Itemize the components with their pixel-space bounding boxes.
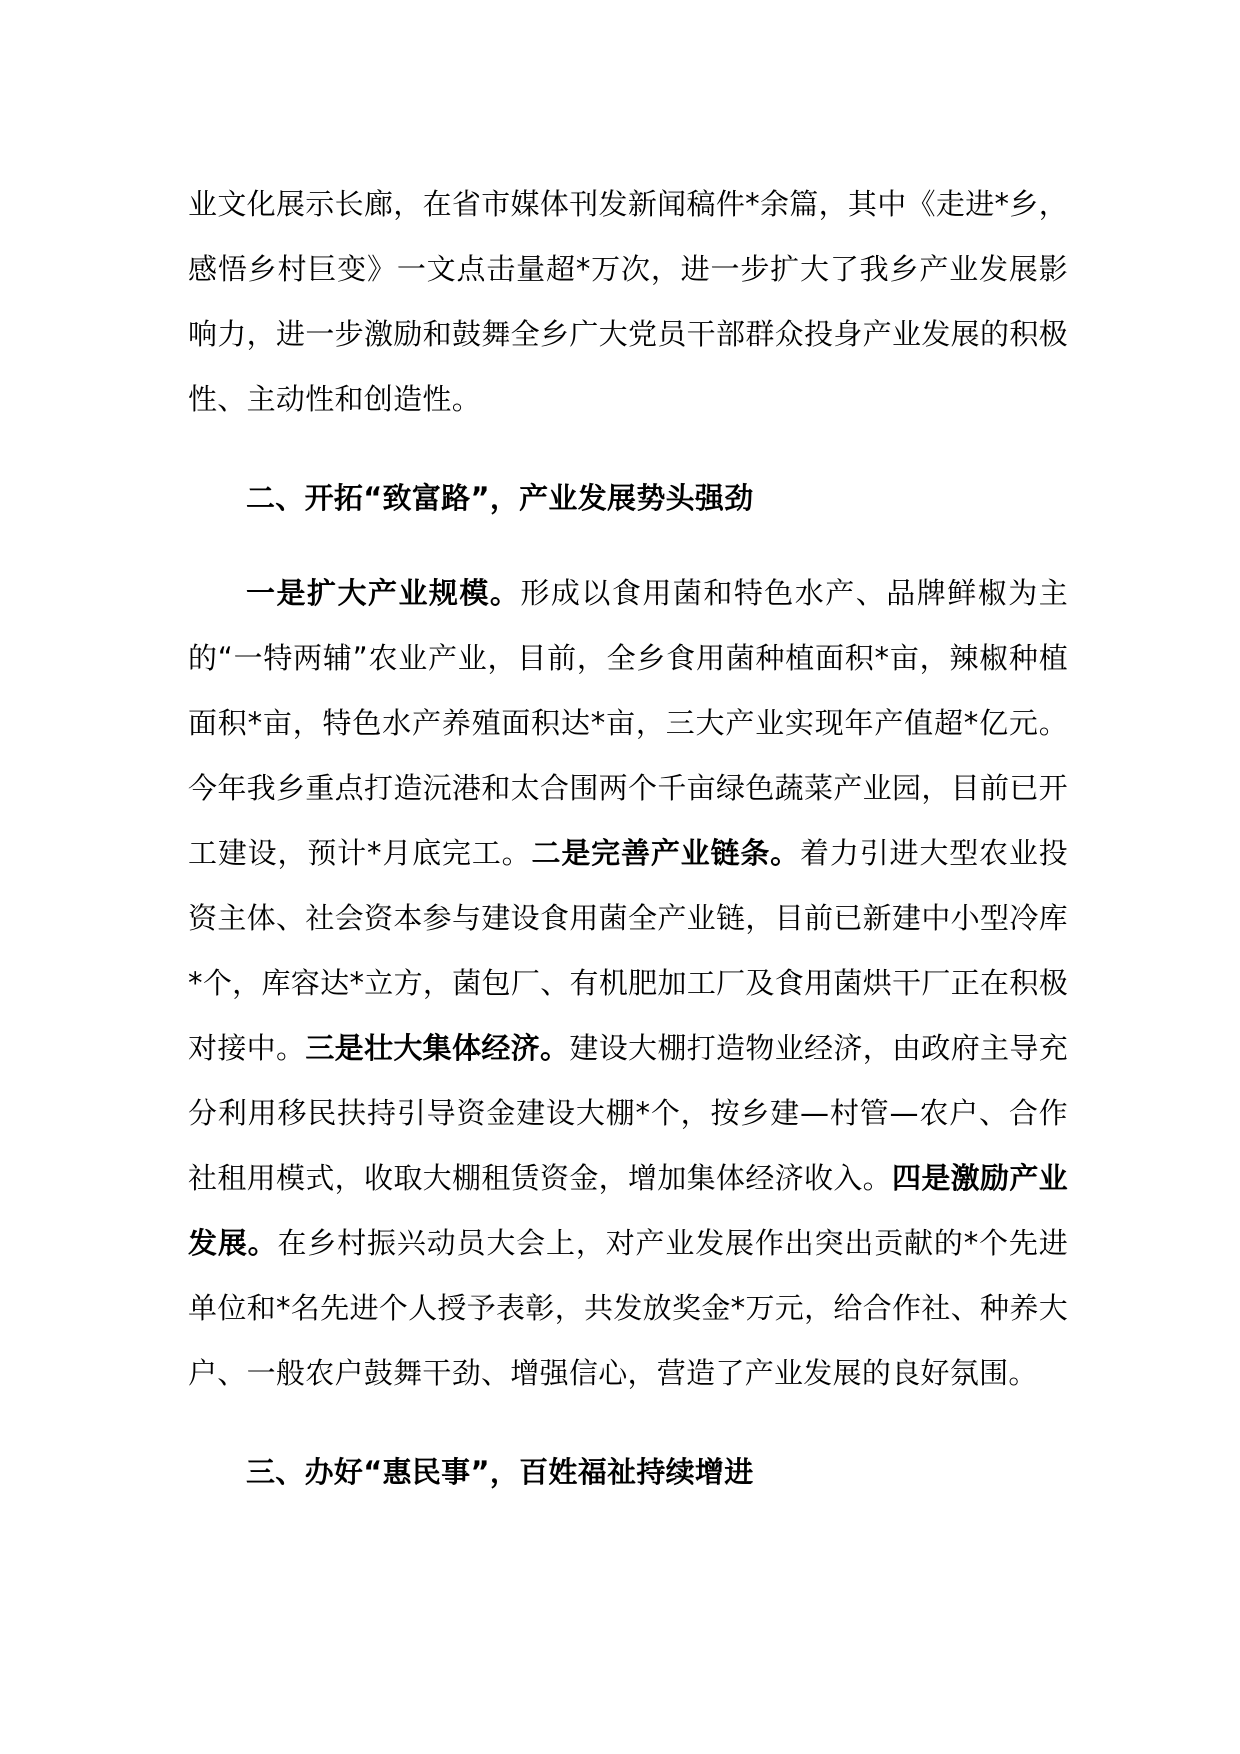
paragraph-text-4: 在乡村振兴动员大会上，对产业发展作出突出贡献的*个先进单位和*名先进个人授予表彰，共发放奖金*万元，给合作社、种养大户、一般农户鼓舞干劲、增强信心，营造了产业发展的良好氛围。 <box>188 1226 1068 1390</box>
document-body <box>188 172 1068 1505</box>
spacer <box>188 432 1068 466</box>
section-heading-2: 二、开拓“致富路”，产业发展势头强劲 <box>246 481 754 515</box>
lead-phrase-1: 一是扩大产业规模。 <box>246 576 521 610</box>
lead-phrase-4: 四是激励产业发展。 <box>188 1161 1068 1260</box>
lead-phrase-3: 三是壮大集体经济。 <box>305 1031 570 1065</box>
paragraph-continued <box>188 172 1068 432</box>
paragraph-text-3: 建设大棚打造物业经济，由政府主导充分利用移民扶持引导资金建设大棚*个，按乡建—村管—农户、合作社租用模式，收取大棚租赁资金，增加集体经济收入。 <box>188 1031 1069 1195</box>
lead-phrase-2: 二是完善产业链条。 <box>531 836 801 870</box>
paragraph-text: 业文化展示长廊，在省市媒体刊发新闻稿件*余篇，其中《走进*乡，感悟乡村巨变》一文点击量超*万次，进一步扩大了我乡产业发展影响力，进一步激励和鼓舞全乡广大党员干部群众投身产业发展的积极性、主动性和创造性。 <box>188 187 1068 416</box>
paragraph-text-1: 形成以食用菌和特色水产、品牌鲜椒为主的“一特两辅”农业产业，目前，全乡食用菌种植面积*亩，辣椒种植面积*亩，特色水产养殖面积达*亩，三大产业实现年产值超*亿元。今年我乡重点打造沅港和太合围两个千亩绿色蔬菜产业园，目前已开工建设，预计*月底完工。 <box>188 576 1069 870</box>
section-2-paragraph <box>188 561 1068 1406</box>
spacer <box>188 531 1068 561</box>
paragraph-text-2: 着力引进大型农业投资主体、社会资本参与建设食用菌全产业链，目前已新建中小型冷库*个，库容达*立方，菌包厂、有机肥加工厂及食用菌烘干厂正在积极对接中。 <box>188 836 1069 1065</box>
spacer <box>188 1406 1068 1440</box>
section-heading-3: 三、办好“惠民事”，百姓福祉持续增进 <box>246 1455 754 1489</box>
